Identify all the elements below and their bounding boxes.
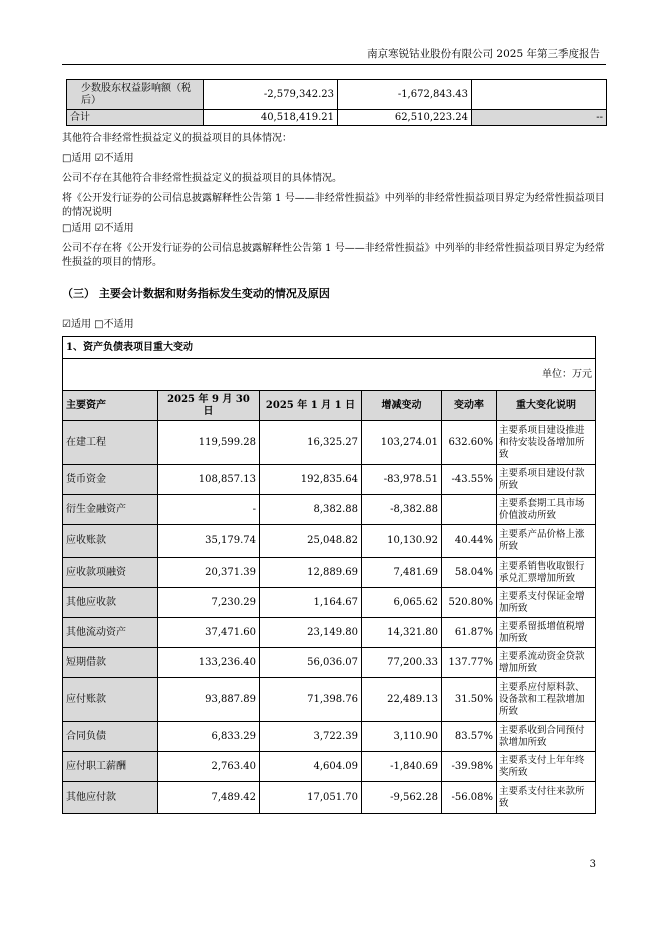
non-recurring-table — [66, 79, 607, 126]
col-header-rate: 变动率 — [442, 391, 497, 421]
value-jan1: 16,325.27 — [260, 421, 362, 465]
table-row — [63, 648, 596, 678]
item-name: 应付账款 — [63, 678, 158, 722]
value-sep30: 7,489.42 — [158, 782, 260, 814]
change-reason: 主要系项目建设付款所致 — [497, 465, 596, 495]
item-name: 应付职工薪酬 — [63, 752, 158, 782]
value-jan1: 17,051.70 — [260, 782, 362, 814]
paragraph-no-other-items: 公司不存在其他符合非经常性损益定义的损益项目的具体情况。 — [62, 173, 342, 184]
value-jan1: 192,835.64 — [260, 465, 362, 495]
value-change: 7,481.69 — [362, 558, 442, 588]
table-row — [67, 80, 607, 110]
value-change: 103,274.01 — [362, 421, 442, 465]
value-rate: 61.87% — [442, 618, 497, 648]
value-jan1: 56,036.07 — [260, 648, 362, 678]
value-change: 22,489.13 — [362, 678, 442, 722]
value-jan1: 8,382.88 — [260, 495, 362, 525]
paragraph-no-reclassification: 公司不存在将《公开发行证券的公司信息披露解释性公告第 1 号——非经常性损益》中列举的非经常性损益项目界定为经常性损益的项目的情形。 — [62, 243, 605, 268]
value-change: 3,110.90 — [362, 722, 442, 752]
value-sep30: 20,371.39 — [158, 558, 260, 588]
change-reason: 主要系产品价格上涨所致 — [497, 525, 596, 558]
page-number: 3 — [589, 859, 596, 870]
value-current: 40,518,419.21 — [204, 110, 338, 126]
value-rate: -43.55% — [442, 465, 497, 495]
item-name: 应收账款 — [63, 525, 158, 558]
value-sep30: 37,471.60 — [158, 618, 260, 648]
col-header-reason: 重大变化说明 — [497, 391, 596, 421]
item-name: 其他应付款 — [63, 782, 158, 814]
value-change: 10,130.92 — [362, 525, 442, 558]
unit-label: 单位：万元 — [63, 359, 596, 391]
col-header-sep30: 2025 年 9 月 30 日 — [158, 391, 260, 421]
item-name: 其他流动资产 — [63, 618, 158, 648]
value-rate: 632.60% — [442, 421, 497, 465]
change-reason: 主要系支付往来款所致 — [497, 782, 596, 814]
item-name: 合同负债 — [63, 722, 158, 752]
item-name: 货币资金 — [63, 465, 158, 495]
value-jan1: 4,604.09 — [260, 752, 362, 782]
value-rate: 83.57% — [442, 722, 497, 752]
value-note — [472, 80, 607, 110]
value-rate: -56.08% — [442, 782, 497, 814]
value-sep30: 6,833.29 — [158, 722, 260, 752]
value-change: -8,382.88 — [362, 495, 442, 525]
value-rate: 137.77% — [442, 648, 497, 678]
value-sep30: 108,857.13 — [158, 465, 260, 495]
item-name: 在建工程 — [63, 421, 158, 465]
table-row — [63, 722, 596, 752]
value-rate: 520.80% — [442, 588, 497, 618]
value-change: 77,200.33 — [362, 648, 442, 678]
change-reason: 主要系套期工具市场价值波动所致 — [497, 495, 596, 525]
table-row — [63, 588, 596, 618]
value-jan1: 1,164.67 — [260, 588, 362, 618]
table-row — [63, 525, 596, 558]
value-sep30: - — [158, 495, 260, 525]
table-row — [63, 465, 596, 495]
checkbox-applicable-2[interactable]: □适用 ☑不适用 — [62, 223, 134, 234]
value-current: -2,579,342.23 — [204, 80, 338, 110]
report-header: 南京寒锐钴业股份有限公司 2025 年第三季度报告 — [367, 48, 600, 60]
value-ytd: 62,510,223.24 — [338, 110, 472, 126]
item-name: 其他应收款 — [63, 588, 158, 618]
change-reason: 主要系留抵增值税增加所致 — [497, 618, 596, 648]
value-rate: -39.98% — [442, 752, 497, 782]
value-jan1: 3,722.39 — [260, 722, 362, 752]
row-label: 少数股东权益影响额（税后） — [67, 80, 204, 110]
balance-sheet-changes-table — [62, 336, 596, 814]
table-row — [67, 110, 607, 126]
change-reason: 主要系收到合同预付款增加所致 — [497, 722, 596, 752]
value-rate: 40.44% — [442, 525, 497, 558]
col-header-jan1: 2025 年 1 月 1 日 — [260, 391, 362, 421]
value-change: 14,321.80 — [362, 618, 442, 648]
value-jan1: 23,149.80 — [260, 618, 362, 648]
change-reason: 主要系流动资金贷款增加所致 — [497, 648, 596, 678]
value-sep30: 35,179.74 — [158, 525, 260, 558]
checkbox-applicable-3[interactable]: ☑适用 □不适用 — [62, 319, 134, 330]
table-row — [63, 782, 596, 814]
table-row — [63, 618, 596, 648]
item-name: 短期借款 — [63, 648, 158, 678]
value-rate — [442, 495, 497, 525]
value-change: 6,065.62 — [362, 588, 442, 618]
value-sep30: 119,599.28 — [158, 421, 260, 465]
table-row — [63, 421, 596, 465]
balance-table-title: 1、资产负债表项目重大变动 — [63, 337, 596, 359]
change-reason: 主要系支付上年年终奖所致 — [497, 752, 596, 782]
change-reason: 主要系支付保证金增加所致 — [497, 588, 596, 618]
change-reason: 主要系销售收取银行承兑汇票增加所致 — [497, 558, 596, 588]
value-sep30: 2,763.40 — [158, 752, 260, 782]
value-ytd: -1,672,843.43 — [338, 80, 472, 110]
value-jan1: 71,398.76 — [260, 678, 362, 722]
header-divider — [62, 64, 606, 65]
table-row — [63, 495, 596, 525]
value-change: -9,562.28 — [362, 782, 442, 814]
row-label: 合计 — [67, 110, 204, 126]
section-heading: （三） 主要会计数据和财务指标发生变动的情况及原因 — [62, 287, 330, 300]
value-sep30: 133,236.40 — [158, 648, 260, 678]
value-change: -1,840.69 — [362, 752, 442, 782]
checkbox-applicable-1[interactable]: □适用 ☑不适用 — [62, 153, 134, 164]
paragraph-reclassification: 将《公开发行证券的公司信息披露解释性公告第 1 号——非经常性损益》中列举的非经常性损益项目界定为经常性损益项目的情况说明 — [62, 193, 605, 218]
change-reason: 主要系项目建设推进和待安装设备增加所致 — [497, 421, 596, 465]
value-sep30: 93,887.89 — [158, 678, 260, 722]
col-header-item: 主要资产 — [63, 391, 158, 421]
value-jan1: 25,048.82 — [260, 525, 362, 558]
value-jan1: 12,889.69 — [260, 558, 362, 588]
table-row — [63, 752, 596, 782]
value-note: -- — [472, 110, 607, 126]
table-row — [63, 678, 596, 722]
value-rate: 58.04% — [442, 558, 497, 588]
change-reason: 主要系应付原料款、设备款和工程款增加所致 — [497, 678, 596, 722]
item-name: 应收款项融资 — [63, 558, 158, 588]
value-change: -83,978.51 — [362, 465, 442, 495]
value-sep30: 7,230.29 — [158, 588, 260, 618]
value-rate: 31.50% — [442, 678, 497, 722]
table-row — [63, 558, 596, 588]
item-name: 衍生金融资产 — [63, 495, 158, 525]
col-header-change: 增减变动 — [362, 391, 442, 421]
paragraph-other-items: 其他符合非经常性损益定义的损益项目的具体情况： — [62, 133, 292, 144]
